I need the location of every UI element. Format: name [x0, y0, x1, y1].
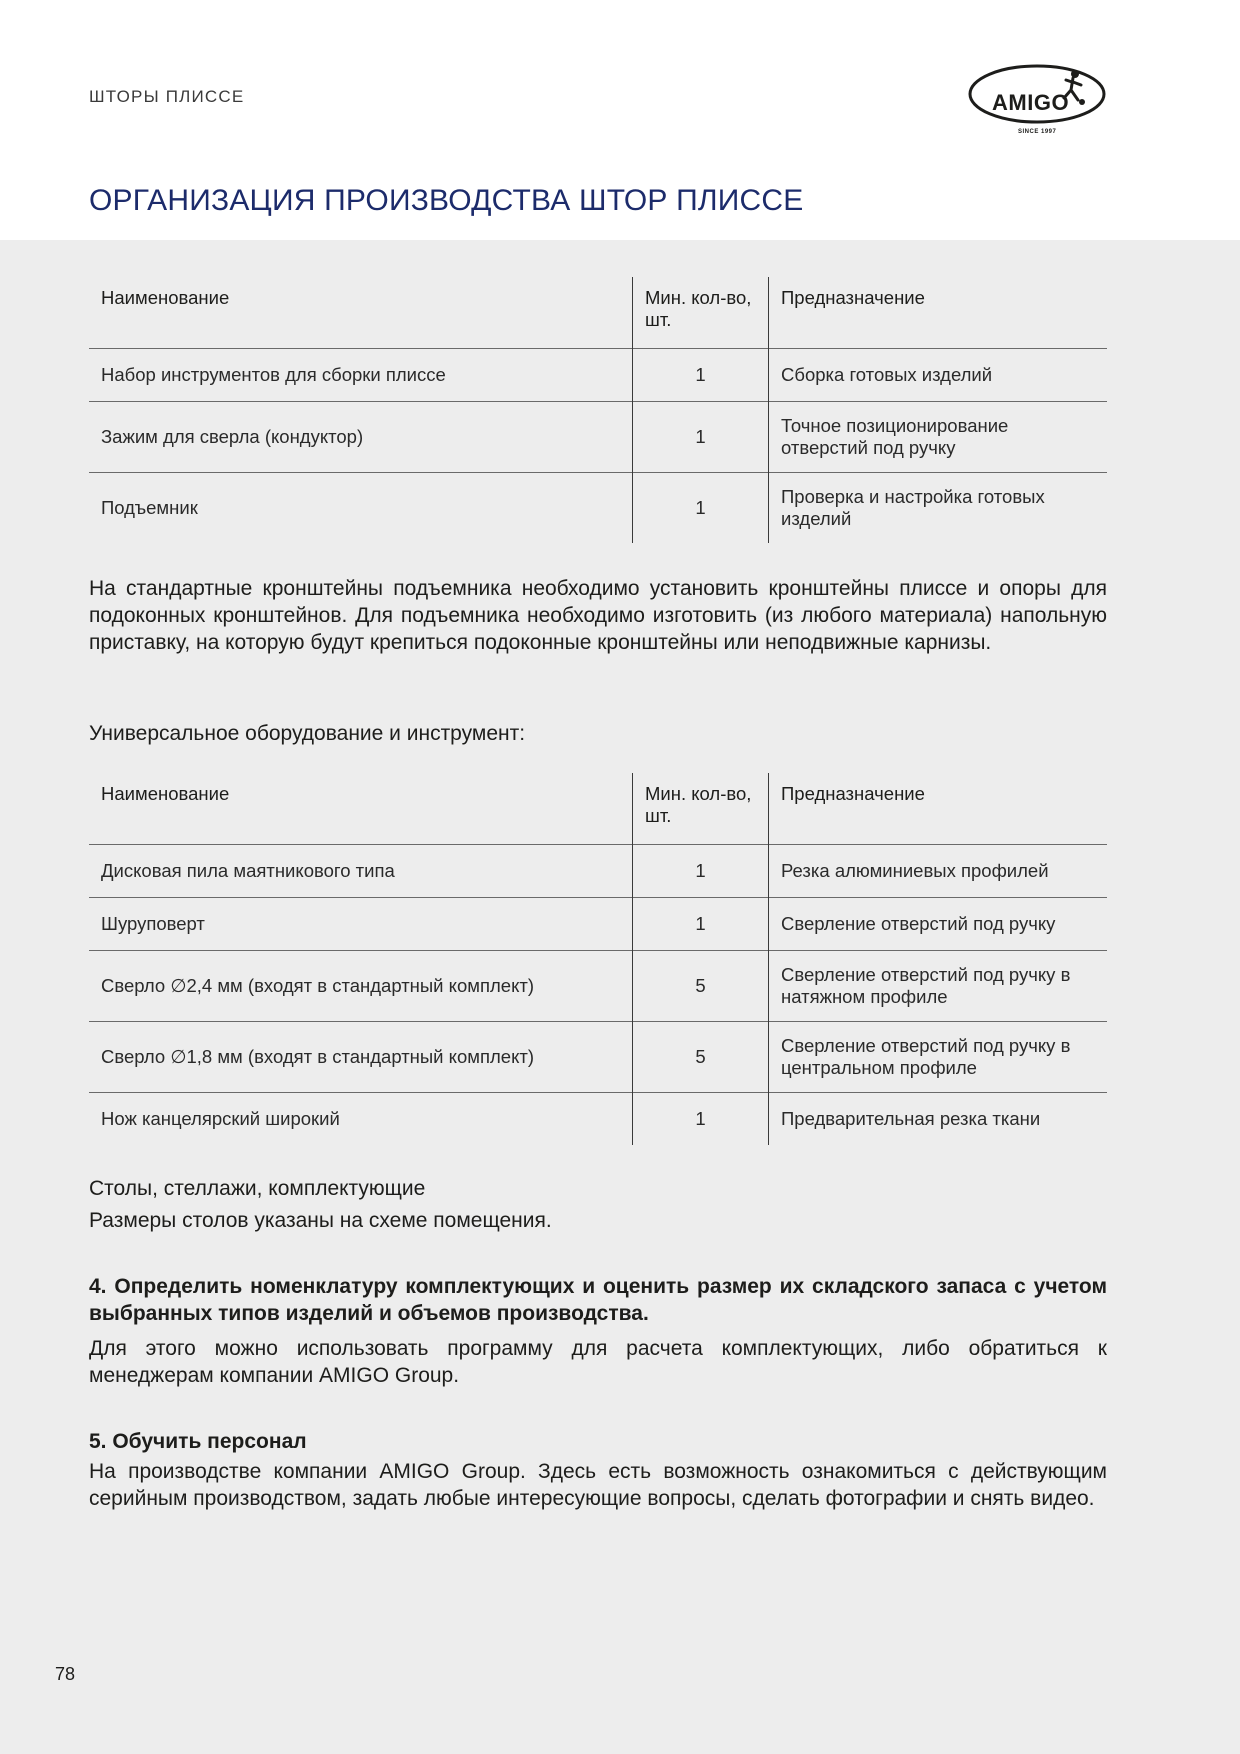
column-header-name: Наименование: [101, 287, 230, 308]
column-header-name: Наименование: [101, 783, 230, 804]
cell-name: Сверло ∅1,8 мм (входят в стандартный комплект): [89, 1021, 633, 1092]
table-row: [89, 950, 1107, 1021]
table-row: [89, 401, 1107, 472]
cell-name: Сверло ∅2,4 мм (входят в стандартный комплект): [89, 950, 633, 1021]
paragraph-universal-equipment: Универсальное оборудование и инструмент:: [89, 722, 526, 745]
cell-qty: 1: [633, 401, 769, 472]
table-row: [89, 472, 1107, 543]
cell-purpose: Предварительная резка ткани: [769, 1092, 1108, 1145]
table-row: [89, 897, 1107, 950]
cell-purpose: Проверка и настройка готовых изделий: [769, 472, 1108, 543]
cell-purpose: Сборка готовых изделий: [769, 348, 1108, 401]
section-5-text: На производстве компании AMIGO Group. Здесь есть возможность ознакомиться с действующим серийным производством, задать любые интересующие вопросы, сделать фотографии и снять видео.: [89, 1460, 1107, 1510]
cell-purpose: Сверление отверстий под ручку: [769, 897, 1108, 950]
cell-purpose: Точное позиционирование отверстий под ручку: [769, 401, 1108, 472]
equipment-table-1: [89, 277, 1107, 543]
table-row: [89, 1021, 1107, 1092]
cell-name: Нож канцелярский широкий: [89, 1092, 633, 1145]
equipment-table-2: [89, 773, 1107, 1145]
cell-name: Дисковая пила маятникового типа: [89, 844, 633, 897]
cell-name: Зажим для сверла (кондуктор): [89, 401, 633, 472]
cell-name: Подъемник: [89, 472, 633, 543]
cell-qty: 1: [633, 472, 769, 543]
cell-qty: 1: [633, 844, 769, 897]
page-title: ОРГАНИЗАЦИЯ ПРОИЗВОДСТВА ШТОР ПЛИССЕ: [89, 184, 804, 217]
column-header-qty: Мин. кол-во, шт.: [633, 277, 769, 348]
page-number: 78: [55, 1664, 76, 1684]
cell-qty: 5: [633, 950, 769, 1021]
table-row: [89, 1092, 1107, 1145]
cell-purpose: Сверление отверстий под ручку в натяжном профиле: [769, 950, 1108, 1021]
page-header: [0, 0, 1240, 240]
paragraph-tables-racks: Столы, стеллажи, комплектующие: [89, 1177, 426, 1200]
paragraph-table-sizes: Размеры столов указаны на схеме помещения.: [89, 1209, 552, 1232]
cell-qty: 1: [633, 897, 769, 950]
amigo-logo: [968, 60, 1110, 144]
column-header-qty: Мин. кол-во, шт.: [633, 773, 769, 844]
cell-qty: 5: [633, 1021, 769, 1092]
column-header-purpose: Предназначение: [781, 287, 925, 308]
table-row: [89, 348, 1107, 401]
cell-qty: 1: [633, 1092, 769, 1145]
section-kicker: ШТОРЫ ПЛИССЕ: [89, 87, 245, 106]
cell-name: Шуруповерт: [89, 897, 633, 950]
logo-wordmark: AMIGO: [992, 90, 1070, 115]
cell-qty: 1: [633, 348, 769, 401]
logo-since: SINCE 1997: [1018, 129, 1057, 135]
table-row: [89, 844, 1107, 897]
section-4-text: Для этого можно использовать программу для расчета комплектующих, либо обратиться к менеджерам компании AMIGO Group.: [89, 1337, 1107, 1387]
table-header-row: [89, 773, 1107, 844]
paragraph-brackets: На стандартные кронштейны подъемника необходимо установить кронштейны плиссе и опоры для подоконных кронштейнов. Для подъемника необходимо изготовить (из любого материала) напольную приставку, на которую будут крепиться подоконные кронштейны или неподвижные карнизы.: [89, 577, 1107, 654]
table-header-row: [89, 277, 1107, 348]
section-4-heading: 4. Определить номенклатуру комплектующих и оценить размер их складского запаса с учетом выбранных типов изделий и объемов производства.: [89, 1275, 1107, 1325]
column-header-purpose: Предназначение: [781, 783, 925, 804]
cell-purpose: Резка алюминиевых профилей: [769, 844, 1108, 897]
cell-name: Набор инструментов для сборки плиссе: [89, 348, 633, 401]
section-5-heading: 5. Обучить персонал: [89, 1430, 307, 1453]
cell-purpose: Сверление отверстий под ручку в центральном профиле: [769, 1021, 1108, 1092]
